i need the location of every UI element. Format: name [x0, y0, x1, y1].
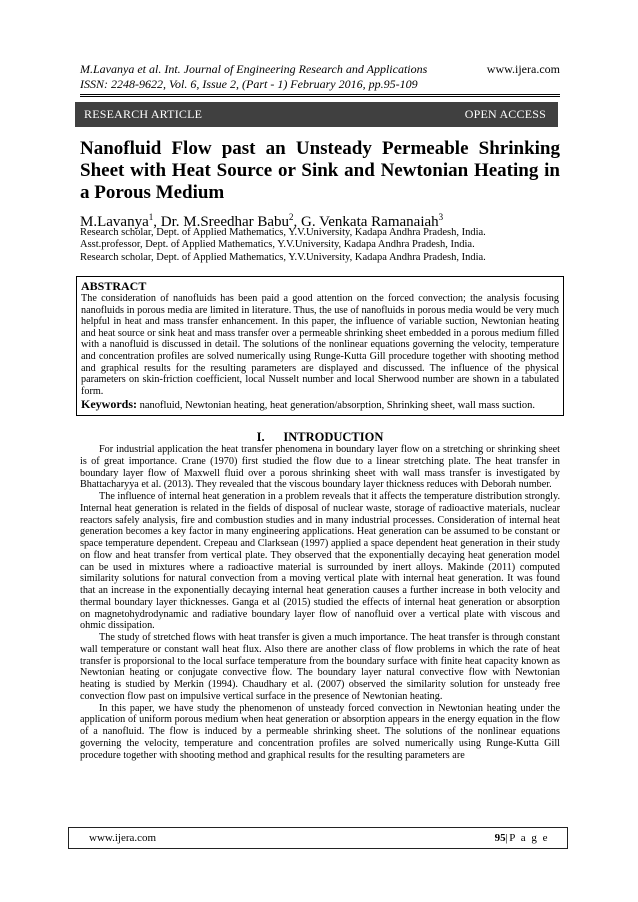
- abstract-box: [76, 276, 564, 416]
- paragraph: In this paper, we have study the phenomenon of unsteady forced convection in Newtonian heating under the application of uniform porous medium when heat generation or absorption appears in the energy equation in the flow of a nanofluid. The flow is induced by a permeable shrinking sheet. The solutions of the nonlinear equations governing the velocity, temperature and concentration profiles are solved numerically using Runge-Kutta Gill procedure together with shooting method and graphical results for the resulting parameters are: [80, 702, 560, 761]
- author-name: Dr. M.Sreedhar Babu: [160, 214, 290, 230]
- header-rule-secondary: [80, 96, 560, 97]
- author-list: M.Lavanya$^1$, Dr. M.Sreedhar Babu$^2$, G. Venkata Ramanaiah$^3$: [80, 212, 444, 230]
- page-label: |P a g e: [505, 832, 549, 844]
- running-header: [80, 62, 560, 92]
- author-name: M.Lavanya: [80, 214, 149, 230]
- paragraph: For industrial application the heat transfer phenomena in boundary layer flow on a stretching or shrinking sheet is of great importance. Crane (1970) first studied the flow due to a linear stretching plate. The heat transfer in boundary layer flow of Maxwell fluid over a porous shrinking sheet with wall mass transfer is investigated by Bhattacharyya et al. (2013). They revealed that the viscous boundary layer thickness reduces with Deborah number.: [80, 444, 560, 491]
- open-access-label: OPEN ACCESS: [464, 107, 546, 121]
- issn-line: ISSN: 2248-9622, Vol. 6, Issue 2, (Part - 1) February 2016, pp.95-109: [80, 77, 418, 91]
- author-affiliation-mark: 2: [289, 212, 294, 222]
- affiliation-line: Research scholar, Dept. of Applied Mathematics, Y.V.University, Kadapa Andhra Pradesh, India.: [80, 227, 486, 238]
- keywords-list: nanofluid, Newtonian heating, heat generation/absorption, Shrinking sheet, wall mass suction.: [139, 400, 536, 412]
- section-title: INTRODUCTION: [283, 430, 384, 444]
- affiliation-line: Research scholar, Dept. of Applied Mathematics, Y.V.University, Kadapa Andhra Pradesh, India.: [80, 251, 486, 263]
- page-number: [495, 832, 549, 844]
- research-article-label: RESEARCH ARTICLE: [84, 107, 203, 121]
- abstract-heading: ABSTRACT: [81, 279, 147, 293]
- paragraph: The study of stretched flows with heat transfer is given a much importance. The heat transfer is through constant wall temperature or constant wall heat flux. Also there are another class of flow problems in which the rate of heat transfer is proporsional to the local surface temperature from the boundary surface with finite heat capacity known as Newtonian heating or conjugate convective flow. The boundary layer natural convective flow with Newtonian heating is studied by Merkin (1994). Chaudhary et al. (2007) observed the similarity solution for unsteady free convection flow past on impulsive vertical surface in the presence of Newtonian heating.: [80, 632, 560, 702]
- page-number-value: 95: [494, 832, 506, 844]
- paper-title: Nanofluid Flow past an Unsteady Permeable Shrinking Sheet with Heat Source or Sink and Newtonian Heating in a Porous Medium: [80, 138, 560, 203]
- author-affiliation-mark: 1: [148, 212, 154, 222]
- header-website: www.ijera.com: [486, 62, 560, 76]
- abstract-text: The consideration of nanofluids has been paid a good attention on the forced convection; the analysis focusing nanofluids in porous media are limited in literature. Thus, the use of nanofluids in porous media would be very much helpful in heat and mass transfer enhancement. In this paper, the influence of variable suction, Newtonian heating and heat source or sink heat and mass transfer over a permeable shrinking sheet embedded in a porous medium filled with a nanofluid is discussed in detail. The solutions of the nonlinear equations governing the velocity, temperature and concentration profiles are solved numerically using Runge-Kutta Gill procedure together with shooting method and graphical results for the resulting parameters are displayed and discussed. The influence of the physical parameters on skin-friction coefficient, local Nusselt number and local Sherwood number are shown in a tabulated form.: [81, 293, 559, 397]
- section-heading: [80, 430, 560, 445]
- header-rule: [80, 94, 560, 95]
- author-name: G. Venkata Ramanaiah: [301, 214, 439, 230]
- paragraph: The influence of internal heat generation in a problem reveals that it affects the temperature distribution strongly. Internal heat generation is related in the fields of disposal of nuclear waste, storage of radioactive materials, nuclear reactors safely analysis, fire and combustion studies and in many industrial processes. Consideration of internal heat generation becomes a key factor in many engineering applications. Heat generation can be assumed to be constant or space temperature dependent. Crepeau and Clarksean (1997) applied a space dependent heat generation in their study on flow and heat transfer from vertical plate. They observed that the exponentially decaying heat generation model can be used in mixtures where a radioactive material is surrounded by inert alloys. Makinde (2011) computed similarity solutions for natural convection from a moving vertical plate with internal heat generation. It was found that an increase in the exponentially decaying internal heat generation causes a further increase in both velocity and thermal boundary layer thicknesses. Ganga et al (2015) studied the effects of internal heat generation or absorption on magnetohydrodynamic and radiative boundary layer flow of nanofluid over a vertical plate with viscous and ohmic dissipation.: [80, 491, 560, 632]
- section-number: I.: [256, 430, 265, 444]
- footer-website: www.ijera.com: [89, 832, 157, 844]
- article-type-banner: [75, 102, 558, 127]
- affiliations: [80, 227, 560, 264]
- keywords: [81, 398, 559, 412]
- introduction-body: [80, 444, 560, 761]
- journal-citation: M.Lavanya et al. Int. Journal of Engineering Research and Applications: [80, 62, 428, 76]
- keywords-label: Keywords:: [81, 397, 137, 412]
- author-affiliation-mark: 3: [438, 212, 444, 222]
- affiliation-line: Asst.professor, Dept. of Applied Mathematics, Y.V.University, Kadapa Andhra Pradesh, India.: [80, 239, 475, 251]
- page-footer: [68, 827, 568, 849]
